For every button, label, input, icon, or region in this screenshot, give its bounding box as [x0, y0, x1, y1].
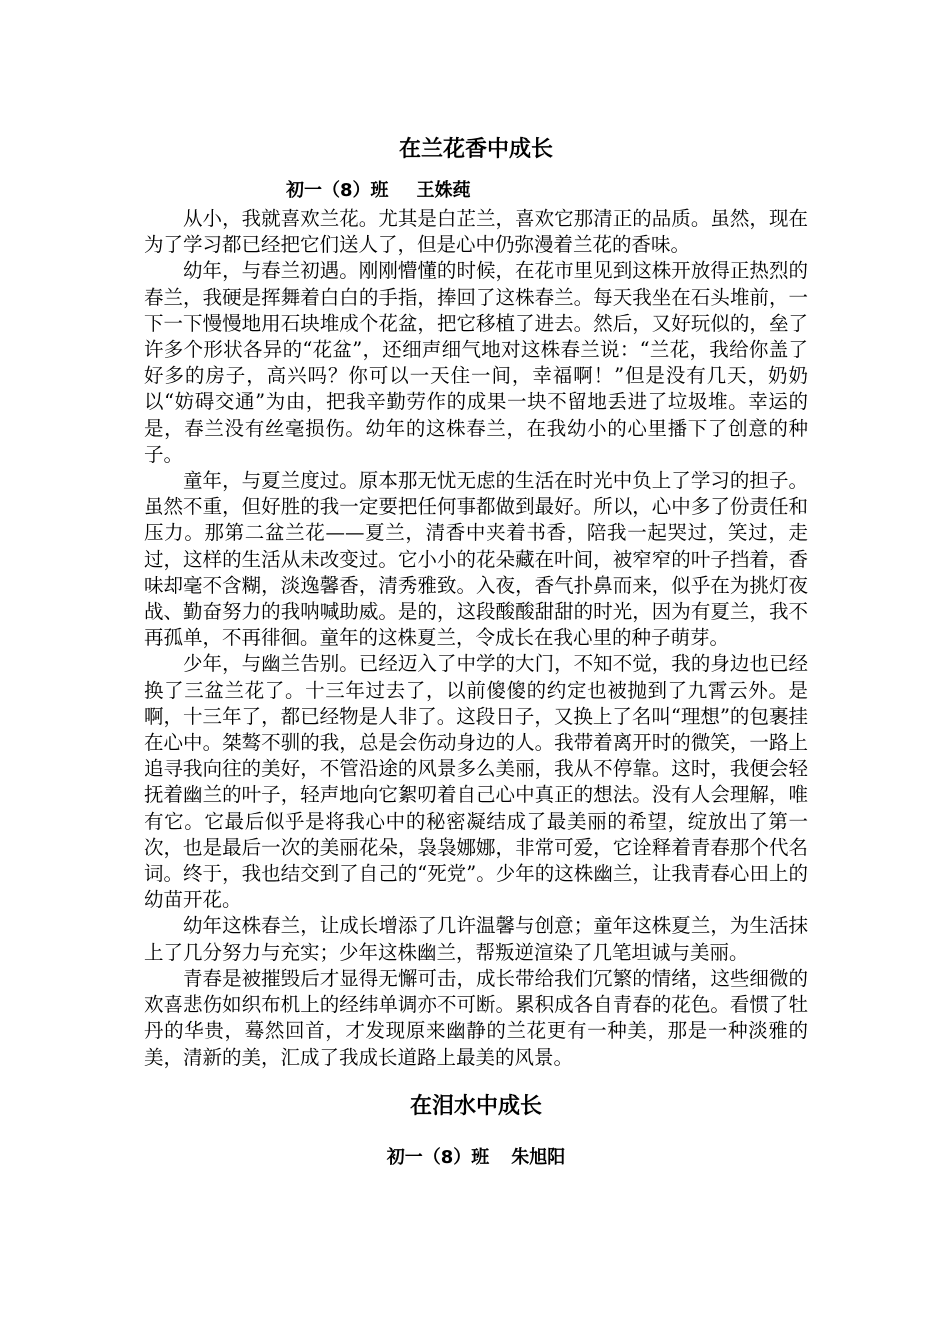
essay-paragraph: 青春是被摧毁后才显得无懈可击，成长带给我们冗繁的情绪，这些细微的欢喜悲伤如织布机上的经纬单调亦不可断。累积成各自青春的花色。看惯了牡丹的华贵，蓦然回首，才发现原来幽静的兰花更有一种美，那是一种淡雅的美，清新的美，汇成了我成长道路上最美的风景。 — [144, 966, 808, 1069]
essay-title-1: 在兰花香中成长 — [398, 137, 553, 162]
essay-paragraph: 童年，与夏兰度过。原本那无忧无虑的生活在时光中负上了学习的担子。虽然不重，但好胜的我一定要把任何事都做到最好。所以，心中多了份责任和压力。那第二盆兰花——夏兰，清香中夹着书香，陪我一起哭过，笑过，走过，这样的生活从未改变过。它小小的花朵藏在叶间，被窄窄的叶子挡着，香味却毫不含糊，淡逸馨香，清秀雅致。入夜，香气扑鼻而来，似乎在为挑灯夜战、勤奋努力的我呐喊助威。是的，这段酸酸甜甜的时光，因为有夏兰，我不再孤单，不再徘徊。童年的这株夏兰，令成长在我心里的种子萌芽。 — [144, 469, 808, 650]
author-name: 朱旭阳 — [511, 1146, 566, 1168]
essay-paragraph: 幼年，与春兰初遇。刚刚懵懂的时候，在花市里见到这株开放得正热烈的春兰，我硬是挥舞着白白的手指，捧回了这株春兰。每天我坐在石头堆前，一下一下慢慢地用石块堆成个花盆，把它移植了进去。然后，又好玩似的，垒了许多个形状各异的“花盆”，还细声细气地对这株春兰说：“兰花，我给你盖了好多的房子，高兴吗？你可以一天住一间，幸福啊！”但是没有几天，奶奶以“妨碍交通”为由，把我辛勤劳作的成果一块不留地丢进了垃圾堆。幸运的是，春兰没有丝毫损伤。幼年的这株春兰，在我幼小的心里播下了创意的种子。 — [144, 259, 808, 466]
class-label: 初一（8）班 — [286, 180, 389, 201]
essay-paragraph: 从小，我就喜欢兰花。尤其是白芷兰，喜欢它那清正的品质。虽然，现在为了学习都已经把它们送人了，但是心中仍弥漫着兰花的香味。 — [144, 207, 808, 257]
essay-byline-2 — [144, 1143, 808, 1173]
essay-byline-1 — [144, 176, 808, 206]
author-name: 王姝莼 — [416, 180, 471, 201]
essay-paragraph: 幼年这株春兰，让成长增添了几许温馨与创意；童年这株夏兰，为生活抹上了几分努力与充实；少年这株幽兰，帮叛逆渲染了几笔坦诚与美丽。 — [144, 914, 808, 964]
class-label: 初一（8）班 — [386, 1146, 490, 1168]
essay-paragraph: 少年，与幽兰告别。已经迈入了中学的大门，不知不觉，我的身边也已经换了三盆兰花了。十三年过去了，以前傻傻的约定也被抛到了九霄云外。是啊，十三年了，都已经物是人非了。这段日子，又换上了名叫“理想”的包裹挂在心中。桀骜不驯的我，总是会伤动身边的人。我带着离开时的微笑，一路上追寻我向往的美好，不管沿途的风景多么美丽，我从不停靠。这时，我便会轻抚着幽兰的叶子，轻声地向它絮叨着自己心中真正的想法。没有人会理解，唯有它。它最后似乎是将我心中的秘密凝结成了最美丽的希望，绽放出了第一次，也是最后一次的美丽花朵，袅袅娜娜，非常可爱，它诠释着青春那个代名词。终于，我也结交到了自己的“死党”。少年的这株幽兰，让我青春心田上的幼苗开花。 — [144, 652, 808, 912]
document-page — [144, 128, 808, 1173]
essay-title-2: 在泪水中成长 — [409, 1093, 542, 1119]
